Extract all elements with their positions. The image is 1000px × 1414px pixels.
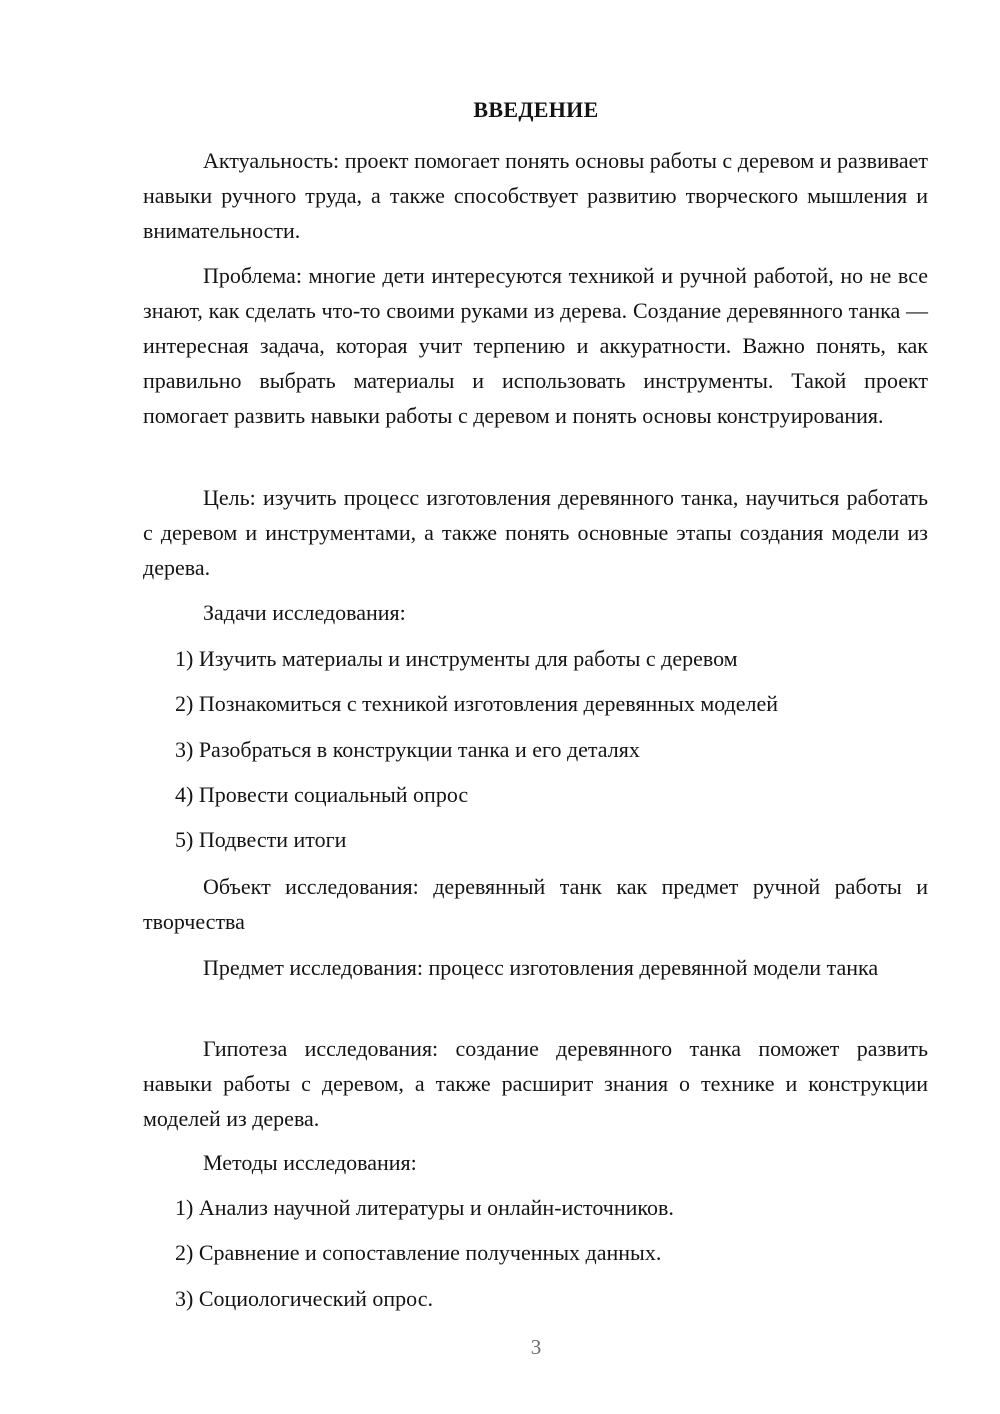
task-item-4: 4) Провести социальный опрос [175, 782, 469, 807]
methods-title: Методы исследования: [203, 1150, 417, 1175]
task-item-2: 2) Познакомиться с техникой изготовления деревянных моделей [175, 691, 779, 716]
object-paragraph: Объект исследования: деревянный танк как предмет ручной работы и творчества [143, 874, 928, 934]
task-item-3: 3) Разобраться в конструкции танка и его деталях [175, 737, 640, 762]
method-item-2: 2) Сравнение и сопоставление полученных данных. [175, 1240, 662, 1265]
method-item-3: 3) Социологический опрос. [175, 1286, 433, 1311]
problem-paragraph: Проблема: многие дети интересуются техникой и ручной работой, но не все знают, как сделать что-то своими руками из дерева. Создание деревянного танка — интересная задача, которая учит терпению и аккуратности. Важно понять, как правильно выбрать материалы и использовать инструменты. Такой проект помогает развить навыки работы с деревом и понять основы конструирования. [143, 263, 928, 428]
page-title: ВВЕДЕНИЕ [473, 97, 599, 122]
hypothesis-paragraph: Гипотеза исследования: создание деревянного танка поможет развить навыки работы с деревом, а также расширит знания о технике и конструкции моделей из дерева. [143, 1036, 928, 1131]
task-item-5: 5) Подвести итоги [175, 827, 347, 852]
relevance-paragraph: Актуальность: проект помогает понять основы работы с деревом и развивает навыки ручного труда, а также способствует развитию творческого мышления и внимательности. [143, 148, 928, 243]
subject-paragraph: Предмет исследования: процесс изготовления деревянной модели танка [203, 955, 879, 980]
method-item-1: 1) Анализ научной литературы и онлайн-источников. [175, 1195, 674, 1220]
page-number: 3 [530, 1335, 542, 1359]
task-item-1: 1) Изучить материалы и инструменты для работы с деревом [175, 646, 738, 671]
tasks-title: Задачи исследования: [203, 600, 406, 625]
goal-paragraph: Цель: изучить процесс изготовления деревянного танка, научиться работать с деревом и инструментами, а также понять основные этапы создания модели из дерева. [143, 485, 928, 580]
